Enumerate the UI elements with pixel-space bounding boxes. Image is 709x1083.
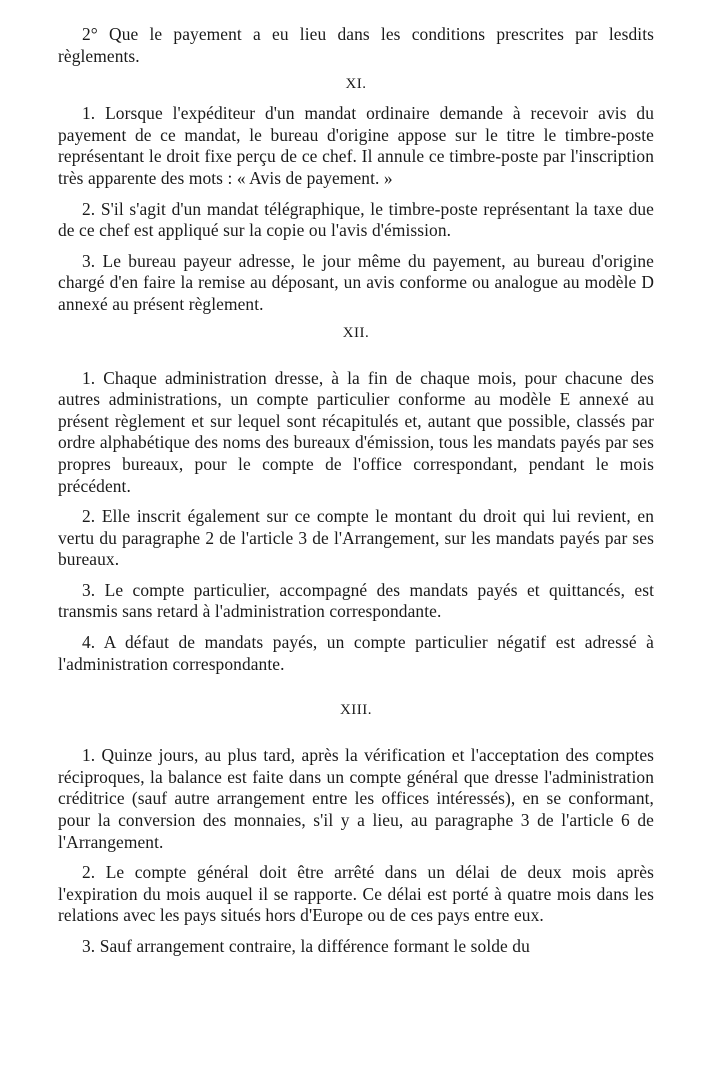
section-heading: XI. (345, 76, 367, 93)
paragraph: 3. Sauf arrangement contraire, la différence formant le solde du (82, 936, 530, 956)
section-xiii (58, 701, 654, 957)
paragraph: 2. Elle inscrit également sur ce compte le montant du droit qui lui revient, en vertu du paragraphe 2 de l'article 3 de l'Arrangement, sur les mandats payés par ses bureaux. (58, 506, 654, 570)
paragraph: 1. Quinze jours, au plus tard, après la vérification et l'acceptation des comptes réciproques, la balance est faite dans un compte général que dresse l'administration créditrice (sauf autre arrangement entre les offices intéressés), en se conformant, pour la conversion des monnaies, s'il y a lieu, au paragraphe 3 de l'article 6 de l'Arrangement. (58, 745, 654, 852)
section-xi (58, 75, 654, 315)
paragraph: 3. Le bureau payeur adresse, le jour même du payement, au bureau d'origine chargé d'en faire la remise au déposant, un avis conforme ou analogue au modèle D annexé au présent règlement. (58, 250, 654, 314)
paragraph: 1. Lorsque l'expéditeur d'un mandat ordinaire demande à recevoir avis du payement de ce mandat, le bureau d'origine appose sur le titre le timbre-poste représentant le droit fixe perçu de ce chef. Il annule ce timbre-poste par l'inscription très apparente des mots : « Avis de payement. » (58, 103, 654, 188)
paragraph: 2. S'il s'agit d'un mandat télégraphique, le timbre-poste représentant la taxe due de ce chef est appliqué sur la copie ou l'avis d'émission. (58, 198, 654, 241)
paragraph: 2. Le compte général doit être arrêté dans un délai de deux mois après l'expiration du mois auquel il se rapporte. Ce délai est porté à quatre mois dans les relations avec les pays situés hors d'Europe ou de ces pays entre eux. (58, 862, 654, 926)
section-xii (58, 324, 654, 676)
paragraph: 4. A défaut de mandats payés, un compte particulier négatif est adressé à l'administration correspondante. (58, 632, 654, 674)
intro-paragraph: 2° Que le payement a eu lieu dans les conditions prescrites par lesdits règlements. (58, 24, 654, 66)
section-heading: XII. (342, 324, 370, 341)
paragraph: 3. Le compte particulier, accompagné des mandats payés et quittancés, est transmis sans retard à l'administration correspondante. (58, 579, 654, 622)
document-page (58, 24, 654, 958)
paragraph: 1. Chaque administration dresse, à la fin de chaque mois, pour chacune des autres administrations, un compte particulier conforme au modèle E annexé au présent règlement et sur lequel sont récapitulés et, autant que possible, classés par ordre alphabétique des noms des bureaux d'émission, tous les mandats payés par ses propres bureaux, pour le compte de l'office correspondant, pendant le mois précédent. (58, 367, 654, 496)
section-heading: XIII. (339, 702, 373, 719)
